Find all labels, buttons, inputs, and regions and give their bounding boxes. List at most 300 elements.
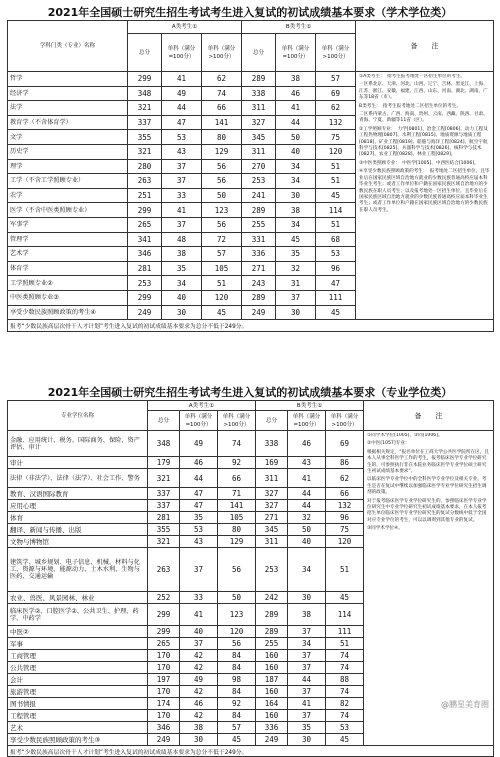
remark-paragraph: ①同学术学位[1005]，②同[1006]。 xyxy=(367,433,443,438)
score-a-s150: 92 xyxy=(218,457,256,469)
score-b-s150: 66 xyxy=(326,488,364,500)
score-b-total: 160 xyxy=(256,710,288,722)
score-a-total: 170 xyxy=(148,686,180,698)
score-a-s100: 47 xyxy=(162,115,202,130)
score-b-total: 255 xyxy=(256,638,288,650)
score-a-s100: 40 xyxy=(162,290,202,305)
score-a-s150: 74 xyxy=(218,431,256,457)
score-b-total: 311 xyxy=(256,469,288,488)
professional-header-b-s150: 单科（满分>100分） xyxy=(326,411,364,431)
subject-cell: 教育学（不含体育学） xyxy=(8,115,128,130)
remark-paragraph: B类考生： 指考生报考地处二区招生单位的考生。 xyxy=(359,103,461,109)
score-b-total: 289 xyxy=(242,290,276,305)
score-a-s100: 42 xyxy=(180,710,218,722)
score-a-total: 341 xyxy=(128,232,162,247)
academic-title: 2021年全国硕士研究生招生考试考生进入复试的初试成绩基本要求（学术学位类） xyxy=(47,6,453,19)
score-b-total: 289 xyxy=(242,203,276,218)
score-a-total: 337 xyxy=(128,115,162,130)
score-a-s100: 34 xyxy=(162,276,202,291)
score-b-s100: 34 xyxy=(276,159,316,174)
score-b-total: 311 xyxy=(242,101,276,116)
score-b-s150: 132 xyxy=(316,115,356,130)
professional-header-a: A类考生① xyxy=(148,401,256,411)
score-b-s100: 38 xyxy=(276,72,316,87)
subject-cell: 哲学 xyxy=(8,72,128,87)
subject-cell: 审计 xyxy=(8,457,148,469)
score-b-total: 331 xyxy=(242,232,276,247)
score-b-s100: 35 xyxy=(288,722,326,734)
score-a-total: 179 xyxy=(148,457,180,469)
remark-paragraph: ①A类考生： 指考生报考地处一区招生单位的考生。 xyxy=(359,74,466,79)
score-a-s150: 84 xyxy=(218,710,256,722)
score-b-total: 160 xyxy=(256,662,288,674)
score-b-s100: 44 xyxy=(288,500,326,512)
professional-header-remarks: 备 注 xyxy=(364,401,494,431)
remark-paragraph: 二区系内蒙古、广西、海南、贵州、云南、西藏、陕西、甘肃、青海、宁夏、新疆等11省（区）。 xyxy=(359,112,488,124)
score-a-s100: 37 xyxy=(180,638,218,650)
score-a-s100: 44 xyxy=(180,469,218,488)
score-b-s100: 35 xyxy=(276,247,316,262)
score-b-s150: 51 xyxy=(326,638,364,650)
score-a-s150: 72 xyxy=(202,232,242,247)
score-b-total: 271 xyxy=(256,512,288,524)
remarks-cell xyxy=(356,72,494,320)
score-b-s150: 111 xyxy=(326,626,364,638)
score-b-s100: 46 xyxy=(276,86,316,101)
score-b-s100: 32 xyxy=(276,261,316,276)
score-a-s150: 129 xyxy=(218,536,256,548)
score-b-total: 311 xyxy=(242,144,276,159)
score-a-s100: 49 xyxy=(162,86,202,101)
score-b-s100: 44 xyxy=(288,674,326,686)
professional-table xyxy=(7,400,494,757)
score-b-total: 289 xyxy=(256,626,288,638)
subject-cell: 中医② xyxy=(8,626,148,638)
subject-cell: 体育学 xyxy=(8,261,128,276)
score-a-s100: 41 xyxy=(180,604,218,626)
score-b-s100: 34 xyxy=(288,548,326,592)
score-b-total: 241 xyxy=(242,188,276,203)
academic-header-b-s150: 单科（满分>100分） xyxy=(316,34,356,72)
score-b-s150: 57 xyxy=(316,72,356,87)
score-a-total: 299 xyxy=(128,203,162,218)
score-a-s150: 56 xyxy=(218,638,256,650)
score-a-total: 348 xyxy=(128,86,162,101)
score-b-s150: 69 xyxy=(316,86,356,101)
subject-cell: 军事学 xyxy=(8,217,128,232)
score-a-total: 263 xyxy=(128,174,162,189)
score-a-total: 281 xyxy=(128,261,162,276)
score-b-s150: 74 xyxy=(326,650,364,662)
score-b-total: 187 xyxy=(256,674,288,686)
table-row xyxy=(8,72,494,87)
score-b-s100: 37 xyxy=(288,710,326,722)
score-a-s150: 141 xyxy=(218,500,256,512)
score-a-total: 337 xyxy=(148,500,180,512)
score-b-s100: 34 xyxy=(276,174,316,189)
subject-cell: 历史学 xyxy=(8,144,128,159)
subject-cell: 体育 xyxy=(8,512,148,524)
professional-header-b-total: 总分 xyxy=(256,411,288,431)
score-a-s150: 84 xyxy=(218,662,256,674)
score-a-s150: 120 xyxy=(218,626,256,638)
score-a-s100: 38 xyxy=(162,247,202,262)
score-a-s100: 47 xyxy=(180,500,218,512)
subject-cell: 理学 xyxy=(8,159,128,174)
score-b-total: 338 xyxy=(242,86,276,101)
score-b-s100: 37 xyxy=(288,662,326,674)
score-b-s100: 40 xyxy=(276,144,316,159)
subject-cell: 艺术学 xyxy=(8,247,128,262)
remark-paragraph: ③同学术学位④。 xyxy=(367,526,403,532)
score-b-s100: 37 xyxy=(288,626,326,638)
score-a-s100: 42 xyxy=(180,650,218,662)
academic-header-b-s100: 单科（满分=100分） xyxy=(276,34,316,72)
remark-paragraph: 以临床医学专业学位中的全科医学专业学位及相关专业，考生是否在复试中继续以加强临床医学专业学位研究生招生调剂的政策。 xyxy=(367,477,487,496)
score-b-s100: 30 xyxy=(276,188,316,203)
score-a-s100: 49 xyxy=(180,674,218,686)
watermark: @鹏星美育圈 xyxy=(438,698,492,711)
score-a-s100: 53 xyxy=(162,130,202,145)
score-a-total: 321 xyxy=(148,536,180,548)
subject-cell: 临床医学②、口腔医学②、公共卫生、护理、药学、中药学 xyxy=(8,604,148,626)
academic-header-b: B类考生① xyxy=(242,21,356,34)
score-b-s100: 38 xyxy=(276,203,316,218)
score-a-s150: 129 xyxy=(202,144,242,159)
score-a-s100: 42 xyxy=(180,662,218,674)
professional-header-b-s100: 单科（满分=100分） xyxy=(288,411,326,431)
score-a-total: 249 xyxy=(148,734,180,746)
score-a-total: 252 xyxy=(148,592,180,604)
score-a-s150: 98 xyxy=(218,674,256,686)
score-b-total: 338 xyxy=(256,431,288,457)
score-a-s100: 30 xyxy=(180,734,218,746)
professional-header-a-s100: 单科（满分=100分） xyxy=(180,411,218,431)
remark-paragraph: ②中医[1057]专业： xyxy=(367,441,410,447)
academic-header-a-total: 总分 xyxy=(128,34,162,72)
score-b-s100: 41 xyxy=(288,469,326,488)
score-b-s150: 74 xyxy=(326,710,364,722)
score-b-s100: 41 xyxy=(288,698,326,710)
subject-cell: 农业、兽医、风景园林、林业 xyxy=(8,592,148,604)
score-b-total: 169 xyxy=(256,457,288,469)
subject-cell: 艺术 xyxy=(8,722,148,734)
score-b-total: 253 xyxy=(242,174,276,189)
score-b-s150: 88 xyxy=(326,674,364,686)
academic-header-b-total: 总分 xyxy=(242,34,276,72)
score-b-total: 271 xyxy=(242,261,276,276)
score-a-s100: 33 xyxy=(162,188,202,203)
score-b-s150: 132 xyxy=(326,500,364,512)
score-a-s150: 56 xyxy=(218,548,256,592)
academic-header-remarks: 备 注 xyxy=(356,21,494,72)
score-a-s150: 141 xyxy=(202,115,242,130)
score-a-total: 299 xyxy=(128,290,162,305)
score-a-s150: 66 xyxy=(218,469,256,488)
subject-cell: 经济学 xyxy=(8,86,128,101)
score-b-s150: 45 xyxy=(316,305,356,320)
score-a-s100: 46 xyxy=(180,457,218,469)
score-b-s100: 44 xyxy=(276,115,316,130)
score-a-total: 299 xyxy=(148,626,180,638)
table-row xyxy=(8,431,494,457)
remark-paragraph: ③中医类照顾专业： 中医学[1005]、中西医结合[1006]。 xyxy=(359,160,479,166)
score-a-s100: 53 xyxy=(180,524,218,536)
score-a-s150: 123 xyxy=(218,604,256,626)
score-b-s150: 111 xyxy=(316,290,356,305)
score-a-s100: 49 xyxy=(180,431,218,457)
score-a-s150: 62 xyxy=(202,72,242,87)
score-b-s150: 45 xyxy=(316,188,356,203)
score-b-total: 253 xyxy=(256,548,288,592)
score-a-total: 281 xyxy=(148,512,180,524)
score-b-s100: 30 xyxy=(288,734,326,746)
remark-paragraph: ②工学照顾专业： 力学[0801]、冶金工程[0806]、动力工程及工程热物理[0807]、水利工程[0815]、地质资源与地质工程[0818]、矿业工程[0819]、船舶与海洋工程[0824]、航空宇航科学与技术[0825]、兵器科学与技术[0826]、核科学与技术[0827]、农业工程[0828]、林业工程[0829]。 xyxy=(359,126,488,158)
subject-cell: 工学照顾专业② xyxy=(8,276,128,291)
score-a-s150: 45 xyxy=(202,305,242,320)
score-a-s150: 120 xyxy=(202,290,242,305)
score-a-s150: 57 xyxy=(202,247,242,262)
score-b-s100: 45 xyxy=(276,232,316,247)
subject-cell: 法学 xyxy=(8,101,128,116)
score-a-total: 299 xyxy=(128,72,162,87)
score-a-total: 170 xyxy=(148,662,180,674)
score-b-s150: 51 xyxy=(316,217,356,232)
score-b-total: 336 xyxy=(256,722,288,734)
score-b-total: 289 xyxy=(242,72,276,87)
score-b-s150: 68 xyxy=(316,232,356,247)
score-a-s100: 40 xyxy=(180,626,218,638)
score-b-s150: 86 xyxy=(326,457,364,469)
score-b-total: 327 xyxy=(256,500,288,512)
score-a-s150: 84 xyxy=(218,650,256,662)
score-a-s100: 46 xyxy=(180,698,218,710)
subject-cell: 旅游管理 xyxy=(8,686,148,698)
score-a-total: 170 xyxy=(148,710,180,722)
score-b-s150: 45 xyxy=(326,592,364,604)
score-a-total: 355 xyxy=(148,524,180,536)
score-a-total: 249 xyxy=(128,305,162,320)
score-a-s100: 48 xyxy=(162,232,202,247)
score-a-s100: 33 xyxy=(180,592,218,604)
professional-header-a-s150: 单科（满分>100分） xyxy=(218,411,256,431)
subject-cell: 金融、应用统计、税务、国际商务、保险、资产评估、审计 xyxy=(8,431,148,457)
subject-cell: 享受少数民族照顾政策的考生③ xyxy=(8,734,148,746)
remark-paragraph: 对于报考临床医学专业学位研究生的，参照临床医学专业学位研究生中专业学位研究生初试成绩基本要求，在本人报考招生单位临床医学专业学位研究生的复试分数线中低于全国对应专业学位的考生，可以以调剂到其他专业的复试。 xyxy=(367,498,487,523)
score-a-s100: 43 xyxy=(162,144,202,159)
remark-paragraph: ④享受少数民族照顾政策的考生： 报考地处二区招生单位，且毕业后在国家民族区域自治地方就业的少数民族普通高校应届本科毕业生考生；或者工作单位和户籍在国家民族区域自治地方的少数民族在职人员考生；以及报考地处一区招生单位，且毕业后在国家民族区域自治地方就业的少数民族普通高校应届本科毕业生考生；或者工作单位和户籍在国家民族区域自治地方的少数民族在职人员考生。 xyxy=(359,169,490,213)
score-b-s100: 40 xyxy=(288,536,326,548)
score-b-s150: 53 xyxy=(316,247,356,262)
score-a-s150: 45 xyxy=(218,734,256,746)
score-a-s150: 74 xyxy=(202,86,242,101)
score-a-s150: 92 xyxy=(218,698,256,710)
score-b-s100: 34 xyxy=(276,217,316,232)
academic-footnote: 报考“少数民族高层次骨干人才计划”考生进入复试的初试成绩基本要求为总分不低于249分。 xyxy=(8,320,494,332)
score-b-s150: 53 xyxy=(326,722,364,734)
subject-cell: 农学 xyxy=(8,188,128,203)
score-a-s150: 56 xyxy=(202,159,242,174)
subject-cell: 工学（不含工学照顾专业） xyxy=(8,174,128,189)
score-b-s100: 50 xyxy=(288,524,326,536)
score-b-s100: 37 xyxy=(276,290,316,305)
score-b-s150: 114 xyxy=(316,203,356,218)
score-b-s150: 74 xyxy=(326,662,364,674)
academic-header-a-s150: 单科（满分>100分） xyxy=(202,34,242,72)
academic-table xyxy=(7,20,494,332)
score-b-s100: 50 xyxy=(276,130,316,145)
score-a-total: 346 xyxy=(148,722,180,734)
score-b-s150: 69 xyxy=(326,431,364,457)
score-b-s150: 75 xyxy=(316,130,356,145)
score-a-s100: 37 xyxy=(162,217,202,232)
score-b-total: 249 xyxy=(242,305,276,320)
score-a-s100: 30 xyxy=(162,305,202,320)
score-a-total: 197 xyxy=(148,674,180,686)
score-a-total: 170 xyxy=(148,650,180,662)
subject-cell: 公共管理 xyxy=(8,662,148,674)
score-b-s100: 31 xyxy=(276,276,316,291)
score-a-s100: 41 xyxy=(162,72,202,87)
subject-cell: 翻译、新闻与传播、出版 xyxy=(8,524,148,536)
score-a-total: 355 xyxy=(128,130,162,145)
academic-header-a: A类考生① xyxy=(128,21,242,34)
score-b-s150: 120 xyxy=(316,144,356,159)
score-a-total: 346 xyxy=(128,247,162,262)
score-b-s100: 37 xyxy=(288,650,326,662)
score-b-s150: 47 xyxy=(316,276,356,291)
subject-cell: 工商管理 xyxy=(8,650,148,662)
professional-header-b: B类考生① xyxy=(256,401,364,411)
score-b-s150: 51 xyxy=(316,174,356,189)
subject-cell: 建筑学、城乡规划、电子信息、机械、材料与化工、资源与环境、能源动力、土木水利、生物与医药、交通运输 xyxy=(8,548,148,592)
score-b-total: 160 xyxy=(256,686,288,698)
score-b-total: 311 xyxy=(256,536,288,548)
score-a-s100: 38 xyxy=(180,722,218,734)
academic-header-subject: 学科门类（专业）名称 xyxy=(8,21,128,72)
score-b-s100: 44 xyxy=(288,488,326,500)
subject-cell: 教育、汉语国际教育 xyxy=(8,488,148,500)
score-b-total: 327 xyxy=(256,488,288,500)
score-b-s100: 30 xyxy=(288,592,326,604)
score-b-total: 242 xyxy=(256,592,288,604)
score-a-s150: 56 xyxy=(202,217,242,232)
score-a-s150: 80 xyxy=(202,130,242,145)
score-a-total: 265 xyxy=(148,638,180,650)
score-a-s100: 37 xyxy=(162,159,202,174)
score-a-s150: 123 xyxy=(202,203,242,218)
score-b-total: 327 xyxy=(242,115,276,130)
subject-cell: 文物与博物馆 xyxy=(8,536,148,548)
score-b-s150: 82 xyxy=(326,698,364,710)
academic-header-a-s100: 单科（满分=100分） xyxy=(162,34,202,72)
score-b-s150: 62 xyxy=(326,469,364,488)
score-a-total: 321 xyxy=(128,101,162,116)
score-a-s150: 84 xyxy=(218,686,256,698)
score-a-total: 348 xyxy=(148,431,180,457)
score-b-s150: 45 xyxy=(326,734,364,746)
score-a-total: 321 xyxy=(128,144,162,159)
score-b-total: 164 xyxy=(256,698,288,710)
score-b-total: 345 xyxy=(242,130,276,145)
subject-cell: 图书情报 xyxy=(8,698,148,710)
score-b-total: 289 xyxy=(256,604,288,626)
score-b-total: 336 xyxy=(242,247,276,262)
professional-header-a-total: 总分 xyxy=(148,411,180,431)
score-a-total: 337 xyxy=(148,488,180,500)
score-a-s100: 35 xyxy=(180,512,218,524)
score-b-s150: 96 xyxy=(316,261,356,276)
score-a-total: 263 xyxy=(148,548,180,592)
subject-cell: 应用心理 xyxy=(8,500,148,512)
score-a-s150: 50 xyxy=(202,188,242,203)
score-b-total: 270 xyxy=(242,159,276,174)
score-b-s150: 96 xyxy=(326,512,364,524)
subject-cell: 医学（不含中医类照顾专业） xyxy=(8,203,128,218)
score-a-total: 251 xyxy=(128,188,162,203)
score-b-s150: 74 xyxy=(326,686,364,698)
score-a-s150: 80 xyxy=(218,524,256,536)
professional-footnote: 报考“少数民族高层次骨干人才计划”考生进入复试的初试成绩基本要求为总分不低于249分。 xyxy=(8,746,494,757)
score-a-s150: 57 xyxy=(218,722,256,734)
score-b-s100: 32 xyxy=(288,512,326,524)
score-a-total: 299 xyxy=(148,604,180,626)
score-b-s100: 30 xyxy=(276,305,316,320)
remark-paragraph: 一区系北京、天津、河北、山西、辽宁、吉林、黑龙江、上海、江苏、浙江、安徽、福建、江西、山东、河南、湖北、湖南、广东等18省（市）。 xyxy=(359,82,488,101)
score-b-s100: 46 xyxy=(288,431,326,457)
score-b-s150: 75 xyxy=(326,524,364,536)
score-b-s150: 114 xyxy=(326,604,364,626)
score-a-s100: 44 xyxy=(162,101,202,116)
score-b-s100: 37 xyxy=(288,686,326,698)
subject-cell: 会计 xyxy=(8,674,148,686)
score-a-s100: 43 xyxy=(180,536,218,548)
subject-cell: 军事 xyxy=(8,638,148,650)
score-a-s100: 42 xyxy=(180,686,218,698)
subject-cell: 文学 xyxy=(8,130,128,145)
score-a-s150: 105 xyxy=(218,512,256,524)
academic-section xyxy=(7,6,493,332)
score-a-s150: 105 xyxy=(202,261,242,276)
score-a-total: 265 xyxy=(128,217,162,232)
subject-cell: 管理学 xyxy=(8,232,128,247)
subject-cell: 享受少数民族照顾政策的考生④ xyxy=(8,305,128,320)
score-a-total: 280 xyxy=(128,159,162,174)
score-b-s150: 120 xyxy=(326,536,364,548)
score-b-total: 249 xyxy=(256,734,288,746)
score-a-s100: 47 xyxy=(180,488,218,500)
score-a-s150: 71 xyxy=(218,488,256,500)
score-a-s100: 35 xyxy=(162,261,202,276)
score-b-s150: 62 xyxy=(316,101,356,116)
score-b-total: 160 xyxy=(256,650,288,662)
professional-title: 2021年全国硕士研究生招生考试考生进入复试的初试成绩基本要求（专业学位类） xyxy=(47,386,453,399)
score-a-s150: 50 xyxy=(218,592,256,604)
remark-paragraph: 根据相关规定，“报名单位在工商大学公共医学院所在区，且本人从事全科医学工作的考生，报考临床医学专业学位研究生的，可参照执行非在本院业务临床医学专业学位硕士研究生初试成绩基本要求”。 xyxy=(367,449,489,475)
score-b-s150: 51 xyxy=(316,159,356,174)
score-b-total: 255 xyxy=(242,217,276,232)
score-a-s100: 37 xyxy=(162,174,202,189)
score-b-s150: 51 xyxy=(326,548,364,592)
score-b-s100: 43 xyxy=(288,457,326,469)
score-b-total: 345 xyxy=(256,524,288,536)
score-b-s100: 34 xyxy=(288,638,326,650)
score-a-total: 174 xyxy=(148,698,180,710)
subject-cell: 中医类照顾专业③ xyxy=(8,290,128,305)
score-a-total: 321 xyxy=(148,469,180,488)
professional-section xyxy=(7,386,493,757)
score-a-total: 253 xyxy=(128,276,162,291)
